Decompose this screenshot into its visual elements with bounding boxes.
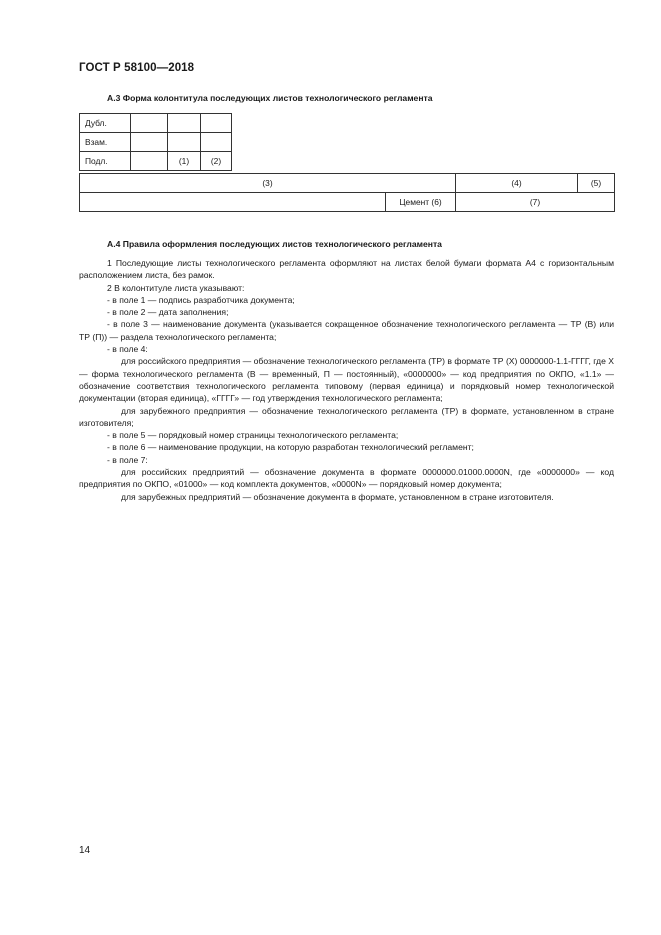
paragraph: 1 Последующие листы технологического регламента оформляют на листах белой бумаги формата А4 с горизонтальным расположением листа, без рамок.	[79, 258, 614, 281]
cell-blank	[131, 114, 168, 133]
row-label: Подл.	[80, 152, 131, 171]
cell-field-1	[168, 133, 201, 152]
paragraph: для российских предприятий — обозначение документа в формате 0000000.01000.0000N, где «0000000» — код предприятия по ОКПО, «01000» — код комплекта документов, «0000N» — порядковый номер документа;	[79, 467, 614, 490]
paragraph: для зарубежных предприятий — обозначение документа в формате, установленном в стране изготовителя.	[121, 491, 554, 502]
cell-field-3: (3)	[80, 174, 456, 193]
list-item: - в поле 2 — дата заполнения;	[107, 307, 229, 318]
table-row	[80, 133, 232, 152]
cell-blank	[131, 133, 168, 152]
cell-field-4: (4)	[456, 174, 578, 193]
paragraph: для зарубежного предприятия — обозначение технологического регламента (ТР) в формате, установленном в стране изготовителя;	[79, 405, 614, 428]
row-label: Дубл.	[80, 114, 131, 133]
list-item: - в поле 4:	[107, 344, 148, 355]
header-form-bottom-table	[79, 173, 615, 212]
cell-field-6: Цемент (6)	[386, 193, 456, 212]
cell-field-1: (1)	[168, 152, 201, 171]
cell-field-2: (2)	[201, 152, 232, 171]
cell-blank	[80, 193, 386, 212]
cell-field-2	[201, 114, 232, 133]
cell-blank	[131, 152, 168, 171]
list-item: - в поле 1 — подпись разработчика документа;	[107, 294, 295, 305]
section-a3-title: А.3 Форма колонтитула последующих листов технологического регламента	[107, 93, 433, 103]
cell-field-5: (5)	[578, 174, 615, 193]
section-a4-title: А.4 Правила оформления последующих листов технологического регламента	[107, 239, 442, 249]
cell-field-7: (7)	[456, 193, 615, 212]
header-form-top-table	[79, 113, 232, 171]
paragraph: 2 В колонтитуле листа указывают:	[107, 282, 245, 293]
table-row	[80, 193, 615, 212]
list-item: - в поле 5 — порядковый номер страницы технологического регламента;	[107, 430, 399, 441]
table-row	[80, 152, 232, 171]
list-item: - в поле 3 — наименование документа (указывается сокращенное обозначение технологического регламента — ТР (В) или ТР (П)) — раздела технологического регламента;	[79, 319, 614, 342]
list-item: - в поле 7:	[107, 454, 148, 465]
document-header: ГОСТ Р 58100—2018	[79, 62, 195, 74]
cell-field-1	[168, 114, 201, 133]
table-row	[80, 174, 615, 193]
page-number: 14	[79, 845, 91, 856]
list-item: - в поле 6 — наименование продукции, на которую разработан технологический регламент;	[107, 442, 474, 453]
section-a4-body	[79, 257, 614, 503]
table-row	[80, 114, 232, 133]
cell-field-2	[201, 133, 232, 152]
paragraph: для российского предприятия — обозначение технологического регламента (ТР) в формате ТР (Х) 0000000-1.1-ГГГГ, где Х — форма технологического регламента (В — временный, П — постоянный), «0000000» — код предприятия по ОКПО, «1.1» — обозначение соответствия технологического регламента типовому (первая единица) и порядковый номер технологической документации (вторая единица), «ГГГГ» — год утверждения технологического регламента;	[79, 356, 614, 404]
row-label: Взам.	[80, 133, 131, 152]
